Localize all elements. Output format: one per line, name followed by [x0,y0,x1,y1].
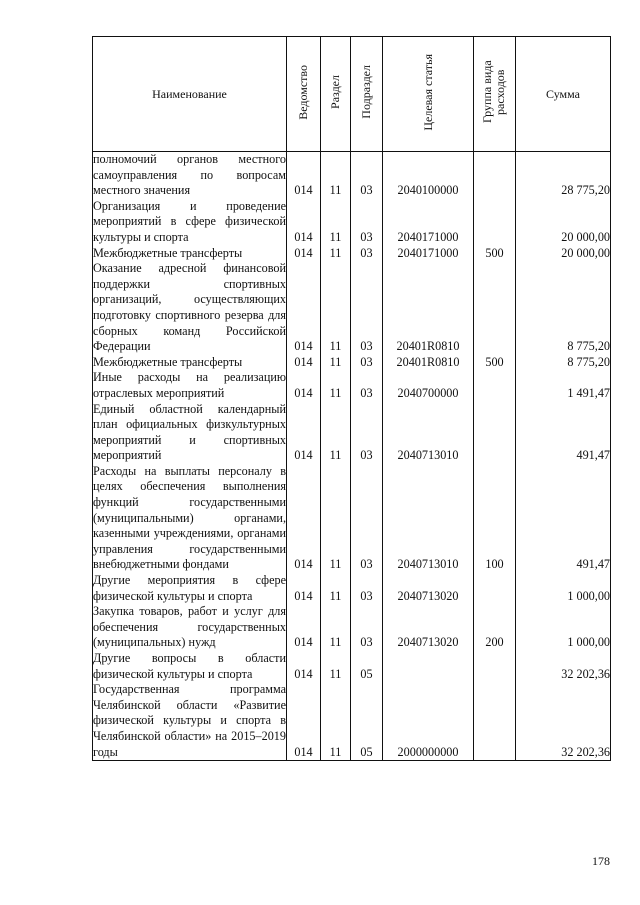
row-exptype [474,573,516,604]
row-name: Другие мероприятия в сфере физической культуры и спорта [93,573,286,603]
row-dept: 014 [287,682,321,760]
row-target: 20401R0810 [383,261,474,355]
row-section: 11 [321,355,351,371]
row-dept: 014 [287,246,321,262]
table-row [93,246,611,262]
row-name: Расходы на выплаты персоналу в целях обеспечения выполнения функций государственными (муниципальными) органами, казенными учреждениями, органами управления государственными внебюджетными фондами [93,463,286,572]
table-row [93,464,611,573]
table-row [93,682,611,760]
row-section: 11 [321,604,351,651]
budget-table [92,36,611,761]
row-target: 2040700000 [383,370,474,401]
row-subsection: 03 [351,355,383,371]
table-row [93,604,611,651]
row-name: Межбюджетные трансферты [93,246,287,262]
row-subsection: 03 [351,199,383,246]
row-target: 2040171000 [383,246,474,262]
row-amount: 491,47 [516,464,611,573]
header-amount: Сумма [516,37,611,152]
row-subsection: 03 [351,604,383,651]
table-row [93,402,611,464]
table-row [93,573,611,604]
row-target: 2040100000 [383,152,474,199]
row-name: Оказание адресной финансовой поддержки спортивных организаций, осуществляющих подготовку спортивного резерва для сборных команд Российской Федерации [93,261,286,354]
row-dept: 014 [287,199,321,246]
row-name: полномочий органов местного самоуправления по вопросам местного значения [93,152,286,198]
row-subsection: 03 [351,402,383,464]
row-name: Закупка товаров, работ и услуг для обеспечения государственных (муниципальных) нужд [93,604,286,650]
row-amount: 8 775,20 [516,355,611,371]
row-subsection: 05 [351,682,383,760]
row-amount: 491,47 [516,402,611,464]
header-exptype: Группа вида расходов [474,37,516,152]
table-row [93,355,611,371]
row-target [383,651,474,682]
row-section: 11 [321,370,351,401]
row-dept: 014 [287,152,321,199]
row-name: Иные расходы на реализацию отраслевых мероприятий [93,370,286,400]
row-exptype: 100 [474,464,516,573]
row-name: Единый областной календарный план официальных физкультурных мероприятий и спортивных мероприятий [93,401,286,463]
row-section: 11 [321,573,351,604]
row-exptype [474,402,516,464]
row-target: 20401R0810 [383,355,474,371]
row-exptype [474,152,516,199]
table-row [93,199,611,246]
row-subsection: 03 [351,246,383,262]
row-amount: 32 202,36 [516,651,611,682]
row-amount: 20 000,00 [516,246,611,262]
row-amount: 1 000,00 [516,604,611,651]
row-subsection: 03 [351,573,383,604]
row-amount: 1 000,00 [516,573,611,604]
row-dept: 014 [287,573,321,604]
header-section: Раздел [321,37,351,152]
row-target: 2040713010 [383,402,474,464]
row-target: 2040713010 [383,464,474,573]
row-subsection: 03 [351,152,383,199]
table-row [93,261,611,355]
table-row [93,370,611,401]
row-exptype [474,651,516,682]
row-exptype [474,370,516,401]
row-subsection: 03 [351,464,383,573]
row-amount: 32 202,36 [516,682,611,760]
row-subsection: 03 [351,370,383,401]
row-exptype [474,261,516,355]
row-amount: 20 000,00 [516,199,611,246]
row-dept: 014 [287,464,321,573]
row-target: 2040713020 [383,604,474,651]
row-amount: 28 775,20 [516,152,611,199]
row-dept: 014 [287,261,321,355]
row-dept: 014 [287,651,321,682]
row-name: Государственная программа Челябинской области «Развитие физической культуры и спорта в Челябинской области» на 2015–2019 годы [93,682,287,760]
header-row [93,37,611,152]
table-row [93,152,611,199]
row-section: 11 [321,199,351,246]
row-name: Межбюджетные трансферты [93,355,287,371]
row-section: 11 [321,682,351,760]
row-subsection: 03 [351,261,383,355]
row-exptype: 500 [474,355,516,371]
row-section: 11 [321,152,351,199]
row-target: 2040171000 [383,199,474,246]
header-target: Целевая статья [383,37,474,152]
row-section: 11 [321,261,351,355]
row-target: 2040713020 [383,573,474,604]
row-amount: 1 491,47 [516,370,611,401]
row-dept: 014 [287,355,321,371]
row-subsection: 05 [351,651,383,682]
row-name: Другие вопросы в области физической культуры и спорта [93,651,286,681]
row-exptype [474,682,516,760]
row-name: Организация и проведение мероприятий в сфере физической культуры и спорта [93,198,286,244]
row-section: 11 [321,651,351,682]
row-dept: 014 [287,370,321,401]
table-row [93,651,611,682]
row-amount: 8 775,20 [516,261,611,355]
row-exptype: 500 [474,246,516,262]
header-subsection: Подраздел [351,37,383,152]
header-name: Наименование [93,37,287,152]
row-exptype [474,199,516,246]
header-dept: Ведомство [287,37,321,152]
row-target: 2000000000 [383,682,474,760]
row-section: 11 [321,464,351,573]
row-section: 11 [321,246,351,262]
row-section: 11 [321,402,351,464]
page-number: 178 [592,854,610,868]
row-dept: 014 [287,402,321,464]
row-dept: 014 [287,604,321,651]
row-exptype: 200 [474,604,516,651]
